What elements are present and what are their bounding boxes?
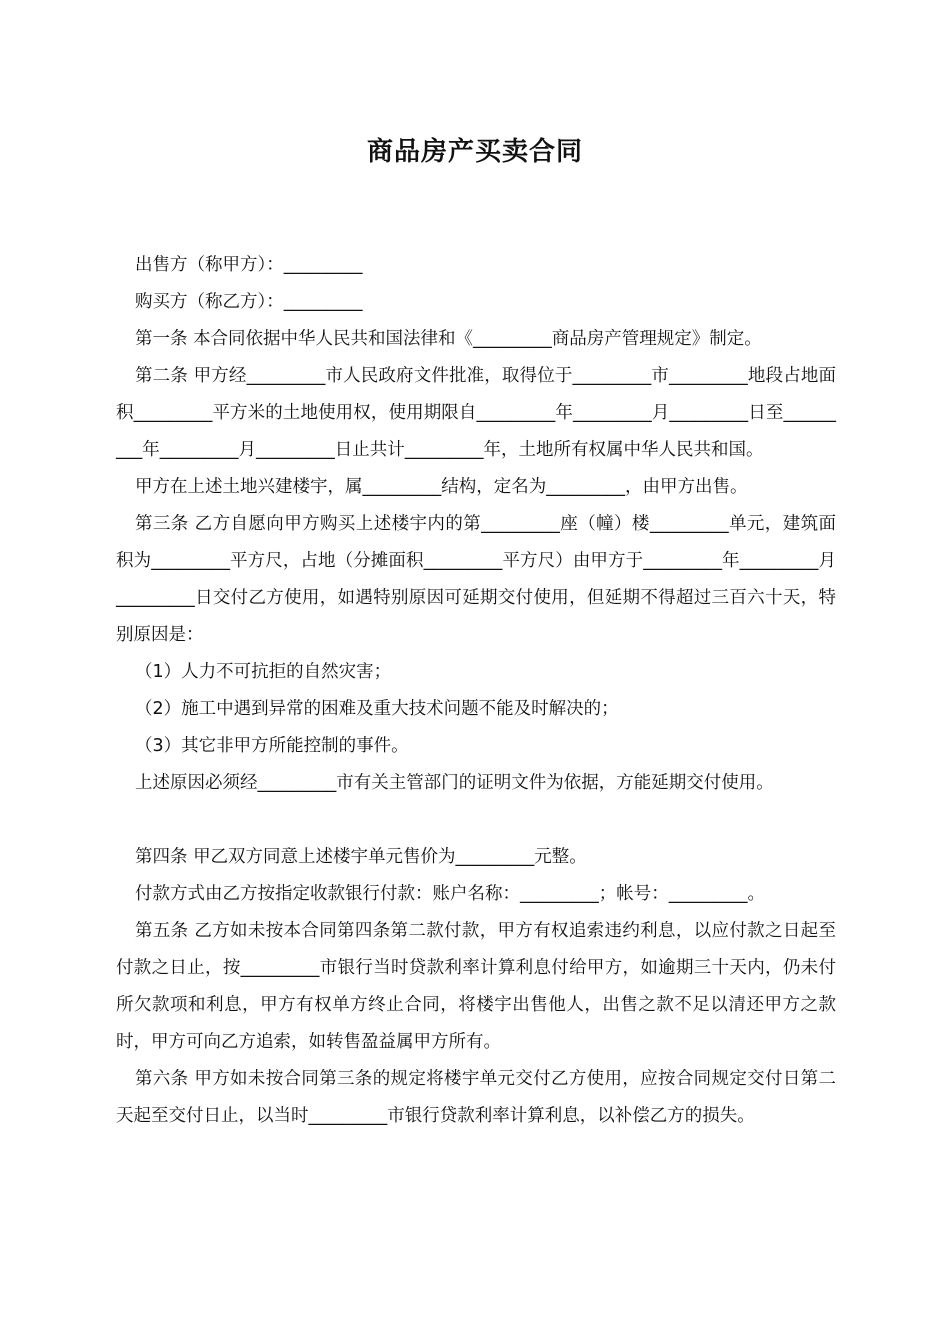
- paragraph-gap: [116, 802, 836, 839]
- seller-line: 出售方（称甲方）：_________: [135, 255, 363, 275]
- reason-2: （2）施工中遇到异常的困难及重大技术问题不能及时解决的；: [135, 699, 619, 719]
- article-4: 第四条 甲乙双方同意上述楼宇单元售价为_________元整。: [135, 847, 587, 867]
- document-title: 商品房产买卖合同: [366, 137, 583, 167]
- article-2-building: 甲方在上述土地兴建楼宇，属_________结构，定名为_________，由甲方出售。: [135, 477, 748, 497]
- article-3: 第三条 乙方自愿向甲方购买上述楼宇内的第_________座（幢）楼_________单元，建筑面积为_________平方尺，占地（分摊面积_________平方尺）由甲方于_________年_________月_________日交付乙方使用，如遇特别原因可延期交付使用，但延期不得超过三百六十天，特别原因是：: [116, 514, 836, 645]
- reason-1: （1）人力不可抗拒的自然灾害；: [135, 662, 392, 682]
- payment-method: 付款方式由乙方按指定收款银行付款：账户名称：_________；帐号：_________。: [135, 884, 765, 904]
- article-6: 第六条 甲方如未按合同第三条的规定将楼宇单元交付乙方使用，应按合同规定交付日第二天起至交付日止，以当时_________市银行贷款利率计算利息，以补偿乙方的损失。: [116, 1069, 836, 1126]
- reason-proof: 上述原因必须经_________市有关主管部门的证明文件为依据，方能延期交付使用。: [135, 773, 774, 793]
- reason-3: （3）其它非甲方所能控制的事件。: [135, 736, 409, 756]
- contract-body: [116, 247, 836, 1135]
- article-1: 第一条 本合同依据中华人民共和国法律和《_________商品房产管理规定》制定。: [135, 329, 762, 349]
- article-5: 第五条 乙方如未按本合同第四条第二款付款，甲方有权追索违约利息，以应付款之日起至付款之日止，按_________市银行当时贷款利率计算利息付给甲方，如逾期三十天内，仍未付所欠款项和利息，甲方有权单方终止合同，将楼宇出售他人，出售之款不足以清还甲方之款时，甲方可向乙方追索，如转售盈益属甲方所有。: [116, 921, 836, 1052]
- article-2: 第二条 甲方经_________市人民政府文件批准，取得位于_________市_________地段占地面积_________平方米的土地使用权，使用期限自_________年_________月_________日至_________年_________月_________日止共计_________年，土地所有权属中华人民共和国。: [116, 366, 836, 460]
- buyer-line: 购买方（称乙方）：_________: [135, 292, 363, 312]
